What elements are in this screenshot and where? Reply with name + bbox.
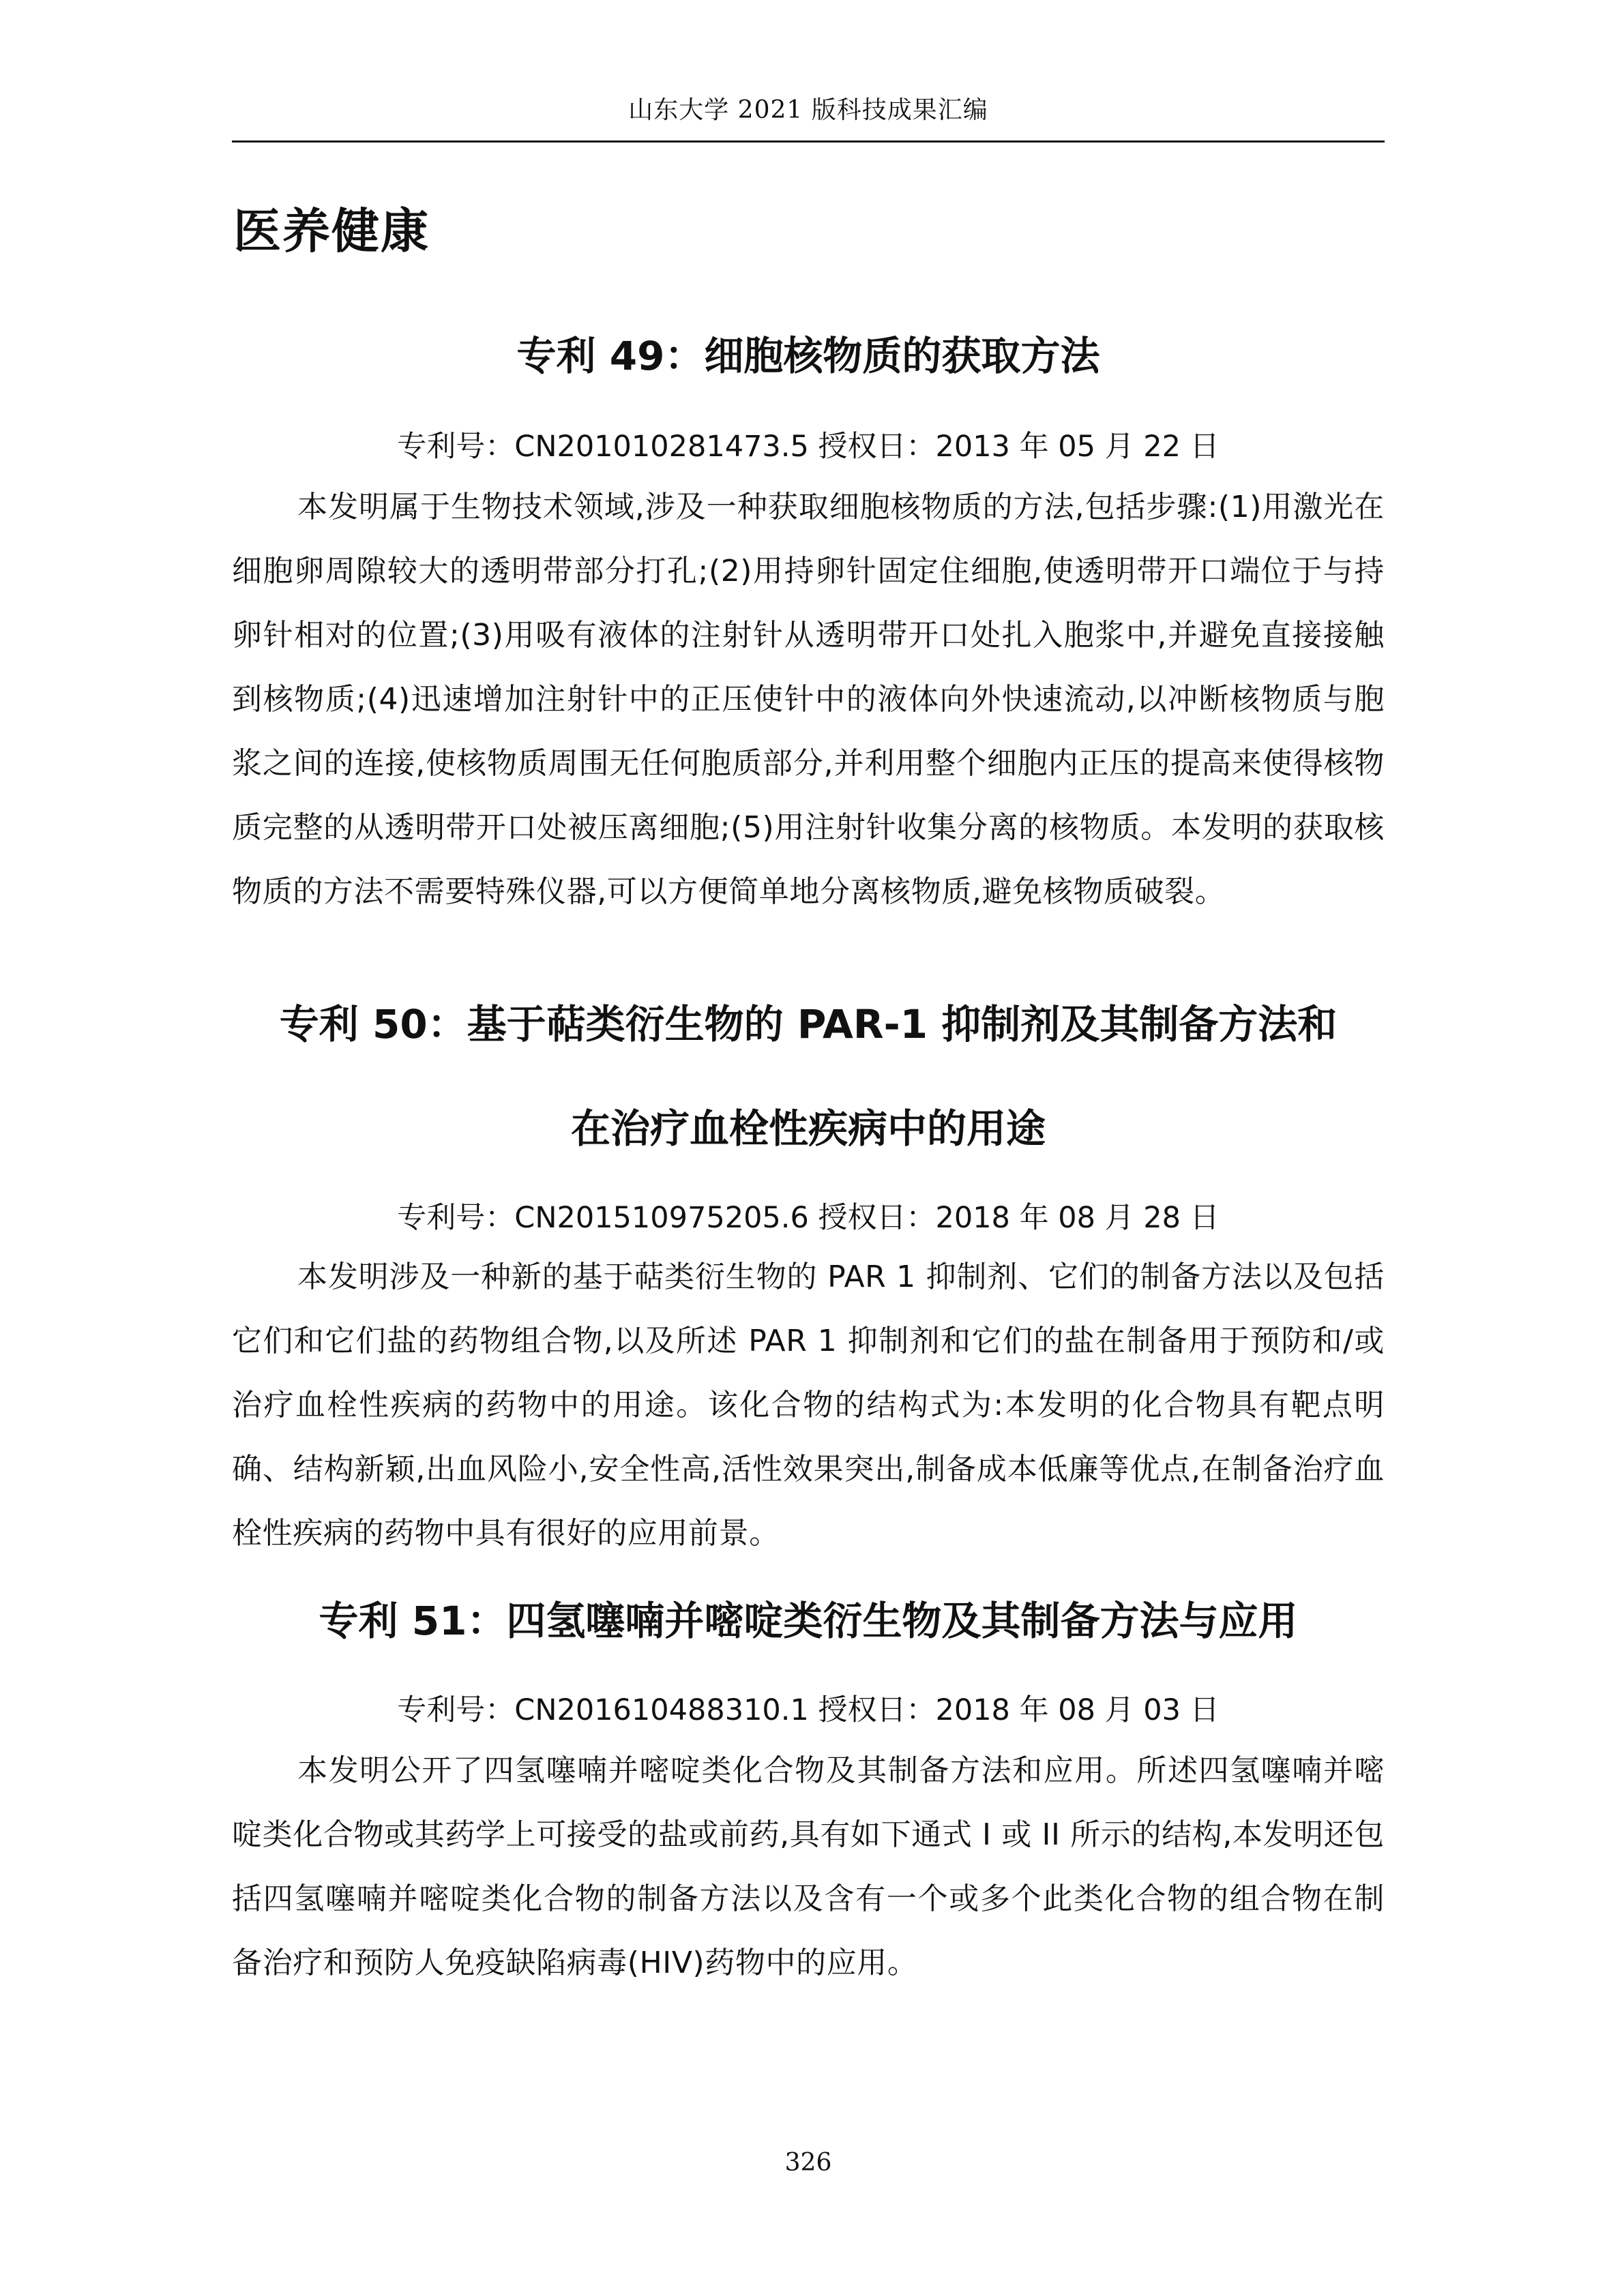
patent-50-title-line2: 在治疗血栓性疾病中的用途: [570, 1105, 1046, 1152]
patent-51-abstract: 本发明公开了四氢噻喃并嘧啶类化合物及其制备方法和应用。所述四氢噻喃并嘧啶类化合物或其药学上可接受的盐或前药,具有如下通式 I 或 II 所示的结构,本发明还包括四氢噻喃并嘧啶类化合物的制备方法以及含有一个或多个此类化合物的组合物在制备治疗和预防人免疫缺陷病毒(HIV)药物中的应用。: [232, 1753, 1385, 1980]
running-header: 山东大学 2021 版科技成果汇编: [628, 96, 988, 124]
patent-51-meta: 专利号：CN201610488310.1 授权日：2018 年 08 月 03 日: [397, 1693, 1220, 1727]
patent-50-meta: 专利号：CN201510975205.6 授权日：2018 年 08 月 28 日: [397, 1201, 1220, 1235]
patent-51-title: 专利 51：四氢噻喃并嘧啶类衍生物及其制备方法与应用: [319, 1598, 1298, 1644]
patent-50-title-line1: 专利 50：基于萜类衍生物的 PAR-1 抑制剂及其制备方法和: [279, 1001, 1338, 1047]
section-title: 医养健康: [233, 203, 430, 259]
header-rule: [232, 140, 1385, 143]
patent-49-meta: 专利号：CN201010281473.5 授权日：2013 年 05 月 22 日: [397, 430, 1220, 464]
patent-49-title: 专利 49：细胞核物质的获取方法: [516, 333, 1100, 379]
patent-49-abstract: 本发明属于生物技术领域,涉及一种获取细胞核物质的方法,包括步骤:(1)用激光在细胞卵周隙较大的透明带部分打孔;(2)用持卵针固定住细胞,使透明带开口端位于与持卵针相对的位置;(3)用吸有液体的注射针从透明带开口处扎入胞浆中,并避免直接接触到核物质;(4)迅速增加注射针中的正压使针中的液体向外快速流动,以冲断核物质与胞浆之间的连接,使核物质周围无任何胞质部分,并利用整个细胞内正压的提高来使得核物质完整的从透明带开口处被压离细胞;(5)用注射针收集分离的核物质。本发明的获取核物质的方法不需要特殊仪器,可以方便简单地分离核物质,避免核物质破裂。: [232, 490, 1385, 909]
patent-50-abstract: 本发明涉及一种新的基于萜类衍生物的 PAR 1 抑制剂、它们的制备方法以及包括它们和它们盐的药物组合物,以及所述 PAR 1 抑制剂和它们的盐在制备用于预防和/或治疗血栓性疾病的药物中的用途。该化合物的结构式为:本发明的化合物具有靶点明确、结构新颖,出血风险小,安全性高,活性效果突出,制备成本低廉等优点,在制备治疗血栓性疾病的药物中具有很好的应用前景。: [232, 1259, 1385, 1551]
page-number: 326: [784, 2149, 832, 2177]
